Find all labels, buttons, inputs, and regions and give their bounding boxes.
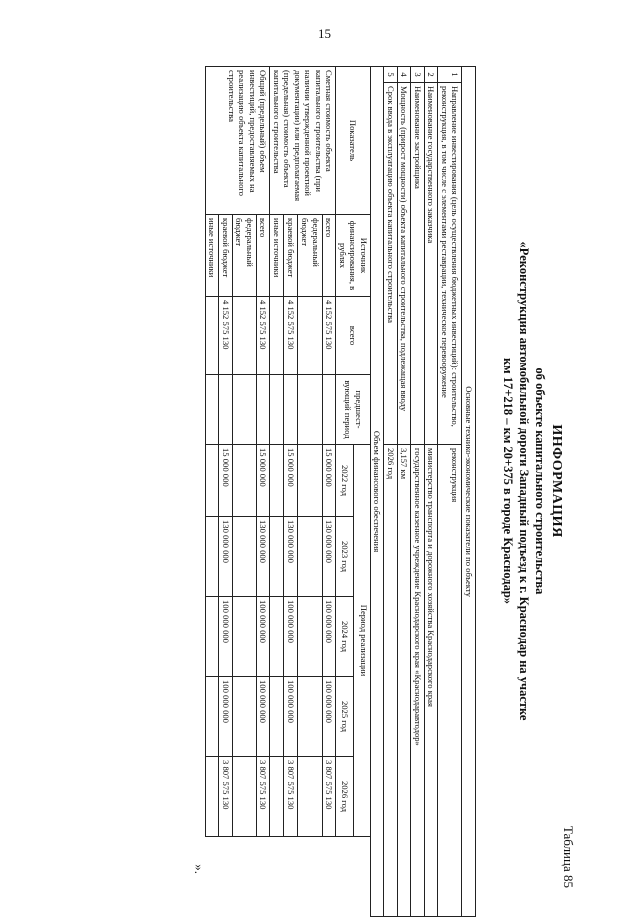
parameter-value: государственное казенное учреждение Краснодарского края «Краснодаравтодор» — [411, 445, 425, 917]
financing-indicator: Общий (предельный) объем инвестиций, предоставляемых на реализацию объекта капитального строительства — [206, 67, 271, 215]
financing-source: всего — [257, 215, 271, 297]
section-2-title: Объем финансового обеспечения — [371, 67, 385, 917]
financing-year-value — [206, 677, 220, 757]
parameter-row — [398, 67, 412, 917]
financing-year-value — [298, 517, 323, 597]
heading-line-1: об объекте капитального строительства — [533, 367, 547, 595]
closing-quote: ». — [192, 864, 207, 874]
financing-source: всего — [322, 215, 336, 297]
info-table — [205, 66, 476, 917]
financing-year-value — [233, 597, 257, 677]
financing-year-value — [298, 757, 323, 837]
financing-year-value — [206, 445, 220, 517]
heading-line-2: «Реконструкция автомобильной дороги Западный подъезд к г. Краснодар на участке — [517, 241, 531, 721]
financing-year-value: 3 807 575 130 — [322, 757, 336, 837]
financing-year-value — [298, 677, 323, 757]
parameter-label: Наименование застройщика — [411, 83, 425, 445]
header-year: 2026 год — [336, 757, 353, 837]
financing-year-value — [206, 757, 220, 837]
parameter-label: Наименование государственного заказчика — [425, 83, 439, 445]
parameter-label: Срок ввода в эксплуатацию объекта капитального строительства — [384, 83, 398, 445]
financing-year-value: 130 000 000 — [219, 517, 233, 597]
page-number: 15 — [318, 26, 331, 41]
parameter-row — [425, 67, 439, 917]
financing-total — [298, 297, 323, 375]
financing-year-value — [270, 597, 284, 677]
parameter-label: Направление инвестирования (цель осуществления бюджетных инвестиций): строительство, реконструкция, в том числе с элементами реставрации, техническое перевооружение — [438, 83, 462, 445]
section-title-row — [371, 67, 385, 917]
financing-previous — [219, 375, 233, 445]
financing-total — [233, 297, 257, 375]
financing-year-value — [233, 757, 257, 837]
header-year: 2023 год — [336, 517, 353, 597]
header-total: всего — [336, 297, 371, 375]
parameter-value: 3,157 км — [398, 445, 412, 917]
financing-year-value: 100 000 000 — [219, 677, 233, 757]
financing-year-value: 130 000 000 — [322, 517, 336, 597]
financing-previous — [270, 375, 284, 445]
heading-title: ИНФОРМАЦИЯ — [549, 424, 564, 538]
financing-year-value — [270, 757, 284, 837]
financing-row — [322, 67, 336, 917]
financing-source: краевой бюджет — [284, 215, 298, 297]
header-source: Источник финансирования, в рублях — [336, 215, 371, 297]
parameter-row — [384, 67, 398, 917]
financing-total — [206, 297, 220, 375]
financing-year-value — [233, 517, 257, 597]
financing-total: 4 152 575 130 — [284, 297, 298, 375]
parameter-number: 1 — [438, 67, 462, 83]
financing-year-value: 3 807 575 130 — [219, 757, 233, 837]
financing-previous — [257, 375, 271, 445]
financing-year-value: 15 000 000 — [219, 445, 233, 517]
financing-year-value: 15 000 000 — [257, 445, 271, 517]
financing-year-value: 100 000 000 — [257, 677, 271, 757]
rotated-document-content — [191, 66, 586, 896]
financing-total: 4 152 575 130 — [322, 297, 336, 375]
header-indicator: Показатель — [336, 67, 371, 215]
header-year: 2025 год — [336, 677, 353, 757]
financing-total: 4 152 575 130 — [257, 297, 271, 375]
financing-year-value: 130 000 000 — [284, 517, 298, 597]
financing-year-value — [233, 445, 257, 517]
document-heading — [500, 66, 564, 896]
table-header-row — [353, 67, 370, 917]
financing-year-value: 100 000 000 — [257, 597, 271, 677]
financing-source: федеральный бюджет — [298, 215, 323, 297]
info-table-body — [206, 67, 476, 917]
section-title-row — [462, 67, 476, 917]
financing-year-value — [233, 677, 257, 757]
financing-previous — [298, 375, 323, 445]
financing-year-value — [298, 445, 323, 517]
table-caption: Таблица 85 — [561, 825, 576, 888]
financing-year-value — [206, 597, 220, 677]
financing-year-value: 100 000 000 — [284, 677, 298, 757]
parameter-row — [411, 67, 425, 917]
financing-year-value — [270, 445, 284, 517]
financing-year-value: 100 000 000 — [322, 677, 336, 757]
info-table-wrapper — [205, 66, 476, 896]
header-previous-period: предшест-вующий период — [336, 375, 371, 445]
financing-year-value: 100 000 000 — [284, 597, 298, 677]
parameter-number: 4 — [398, 67, 412, 83]
header-year: 2022 год — [336, 445, 353, 517]
section-1-title: Основные технико-экономические показатели по объекту — [462, 67, 476, 917]
financing-year-value — [298, 597, 323, 677]
parameter-label: Мощность (прирост мощности) объекта капитального строительства, подлежащая вводу — [398, 83, 412, 445]
parameter-number: 2 — [425, 67, 439, 83]
financing-previous — [233, 375, 257, 445]
financing-previous — [284, 375, 298, 445]
financing-year-value: 100 000 000 — [219, 597, 233, 677]
parameter-value: 2026 год — [384, 445, 398, 917]
financing-total: 4 152 575 130 — [219, 297, 233, 375]
heading-line-3: км 17+218 – км 20+375 в городе Краснодар» — [501, 357, 515, 605]
financing-source: федеральный бюджет — [233, 215, 257, 297]
financing-source: иные источники — [206, 215, 220, 297]
financing-total — [270, 297, 284, 375]
financing-row — [257, 67, 271, 917]
financing-year-value: 15 000 000 — [322, 445, 336, 517]
financing-source: краевой бюджет — [219, 215, 233, 297]
financing-year-value: 15 000 000 — [284, 445, 298, 517]
header-period: Период реализации — [353, 445, 370, 837]
financing-year-value — [270, 677, 284, 757]
parameter-value: реконструкция — [438, 445, 462, 917]
financing-previous — [206, 375, 220, 445]
financing-year-value: 3 807 575 130 — [257, 757, 271, 837]
header-year: 2024 год — [336, 597, 353, 677]
financing-year-value: 100 000 000 — [322, 597, 336, 677]
parameter-value: министерство транспорта и дорожного хозяйства Краснодарского края — [425, 445, 439, 917]
financing-year-value — [206, 517, 220, 597]
financing-source: иные источники — [270, 215, 284, 297]
parameter-number: 3 — [411, 67, 425, 83]
financing-previous — [322, 375, 336, 445]
financing-indicator: Сметная стоимость объекта капитального строительства (при наличии утвержденной проектной документации) или предполагаемая (предельная) стоимость объекта капитального строительства — [270, 67, 336, 215]
financing-year-value: 3 807 575 130 — [284, 757, 298, 837]
parameter-number: 5 — [384, 67, 398, 83]
financing-year-value — [270, 517, 284, 597]
financing-year-value: 130 000 000 — [257, 517, 271, 597]
parameter-row — [438, 67, 462, 917]
